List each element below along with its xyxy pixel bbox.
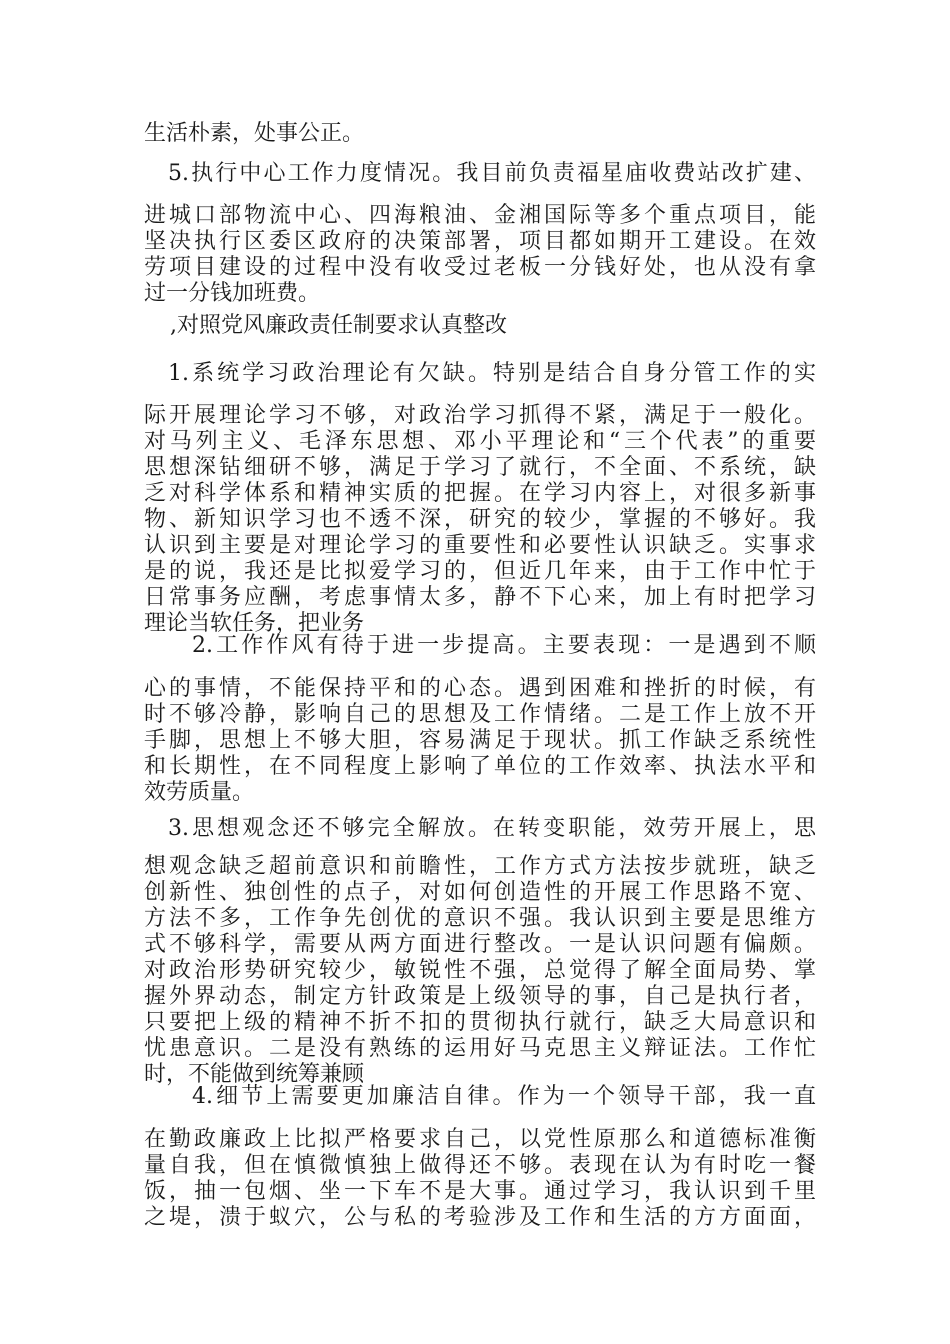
item5-line: 劳项目建设的过程中没有收受过老板一分钱好处，也从没有拿 (144, 255, 816, 280)
item1-line: 物、新知识学习也不透不深，研究的较少，掌握的不够好。我 (144, 507, 816, 532)
item4-line: 饭，抽一包烟、坐一下车不是大事。通过学习，我认识到千里 (144, 1179, 816, 1204)
intro-line: 生活朴素，处事公正。 (144, 121, 365, 146)
item3-line: 想观念缺乏超前意识和前瞻性，工作方式方法按步就班，缺乏 (144, 854, 816, 879)
item1-line: 理论当软任务，把业务 (144, 611, 365, 636)
item2-line: 效劳质量。 (144, 780, 255, 805)
item3-line: 忧患意识。二是没有熟练的运用好马克思主义辩证法。工作忙 (144, 1036, 816, 1061)
item3-line: 式不够科学，需要从两方面进行整改。一是认识问题有偏颇。 (144, 932, 816, 957)
item2-line: 手脚，思想上不够大胆，容易满足于现状。抓工作缺乏系统性 (144, 728, 816, 753)
item4-line: 之堤，溃于蚁穴，公与私的考验涉及工作和生活的方方面面， (144, 1205, 816, 1230)
item4-line: 量自我，但在慎微慎独上做得还不够。表现在认为有时吃一餐 (144, 1153, 816, 1178)
item3-line: 对政治形势研究较少，敏锐性不强，总觉得了解全面局势、掌 (144, 958, 816, 983)
item5-line: 过一分钱加班费。 (144, 281, 321, 306)
item2-line: 心的事情，不能保持平和的心态。遇到困难和挫折的时候，有 (144, 676, 816, 701)
item3-line: 只要把上级的精神不折不扣的贯彻执行就行，缺乏大局意识和 (144, 1010, 816, 1035)
item5-line: 坚决执行区委区政府的决策部署，项目都如期开工建设。在效 (144, 229, 816, 254)
item3-first-line: 3.思想观念还不够完全解放。在转变职能，效劳开展上，思 (168, 816, 816, 841)
item5-first-line: 5.执行中心工作力度情况。我目前负责福星庙收费站改扩建、 (168, 161, 816, 186)
item1-line: 际开展理论学习不够，对政治学习抓得不紧，满足于一般化。 (144, 403, 816, 428)
item4-line: 在勤政廉政上比拟严格要求自己，以党性原那么和道德标准衡 (144, 1127, 816, 1152)
item1-line: 是的说，我还是比拟爱学习的，但近几年来，由于工作中忙于 (144, 559, 816, 584)
item3-line: 创新性、独创性的点子，对如何创造性的开展工作思路不宽、 (144, 880, 816, 905)
section-heading: ,对照党风廉政责任制要求认真整改 (170, 313, 507, 338)
item1-line: 对马列主义、毛泽东思想、邓小平理论和“三个代表”的重要 (144, 429, 816, 454)
item1-line: 乏对科学体系和精神实质的把握。在学习内容上，对很多新事 (144, 481, 816, 506)
item2-line: 时不够冷静，影响自己的思想及工作情绪。二是工作上放不开 (144, 702, 816, 727)
item3-line: 时，不能做到统筹兼顾 (144, 1062, 365, 1087)
item1-first-line: 1.系统学习政治理论有欠缺。特别是结合自身分管工作的实 (168, 361, 816, 386)
item3-line: 握外界动态，制定方针政策是上级领导的事，自己是执行者， (144, 984, 816, 1009)
item1-line: 思想深钻细研不够，满足于学习了就行，不全面、不系统，缺 (144, 455, 816, 480)
item5-line: 进城口部物流中心、四海粮油、金湘国际等多个重点项目，能 (144, 203, 816, 228)
item1-line: 认识到主要是对理论学习的重要性和必要性认识缺乏。实事求 (144, 533, 816, 558)
item4-first-line: 4.细节上需要更加廉洁自律。作为一个领导干部，我一直 (192, 1084, 816, 1109)
item1-line: 日常事务应酬，考虑事情太多，静不下心来，加上有时把学习 (144, 585, 816, 610)
item3-line: 方法不多，工作争先创优的意识不强。我认识到主要是思维方 (144, 906, 816, 931)
item2-first-line: 2.工作作风有待于进一步提高。主要表现：一是遇到不顺 (192, 633, 816, 658)
item2-line: 和长期性，在不同程度上影响了单位的工作效率、执法水平和 (144, 754, 816, 779)
